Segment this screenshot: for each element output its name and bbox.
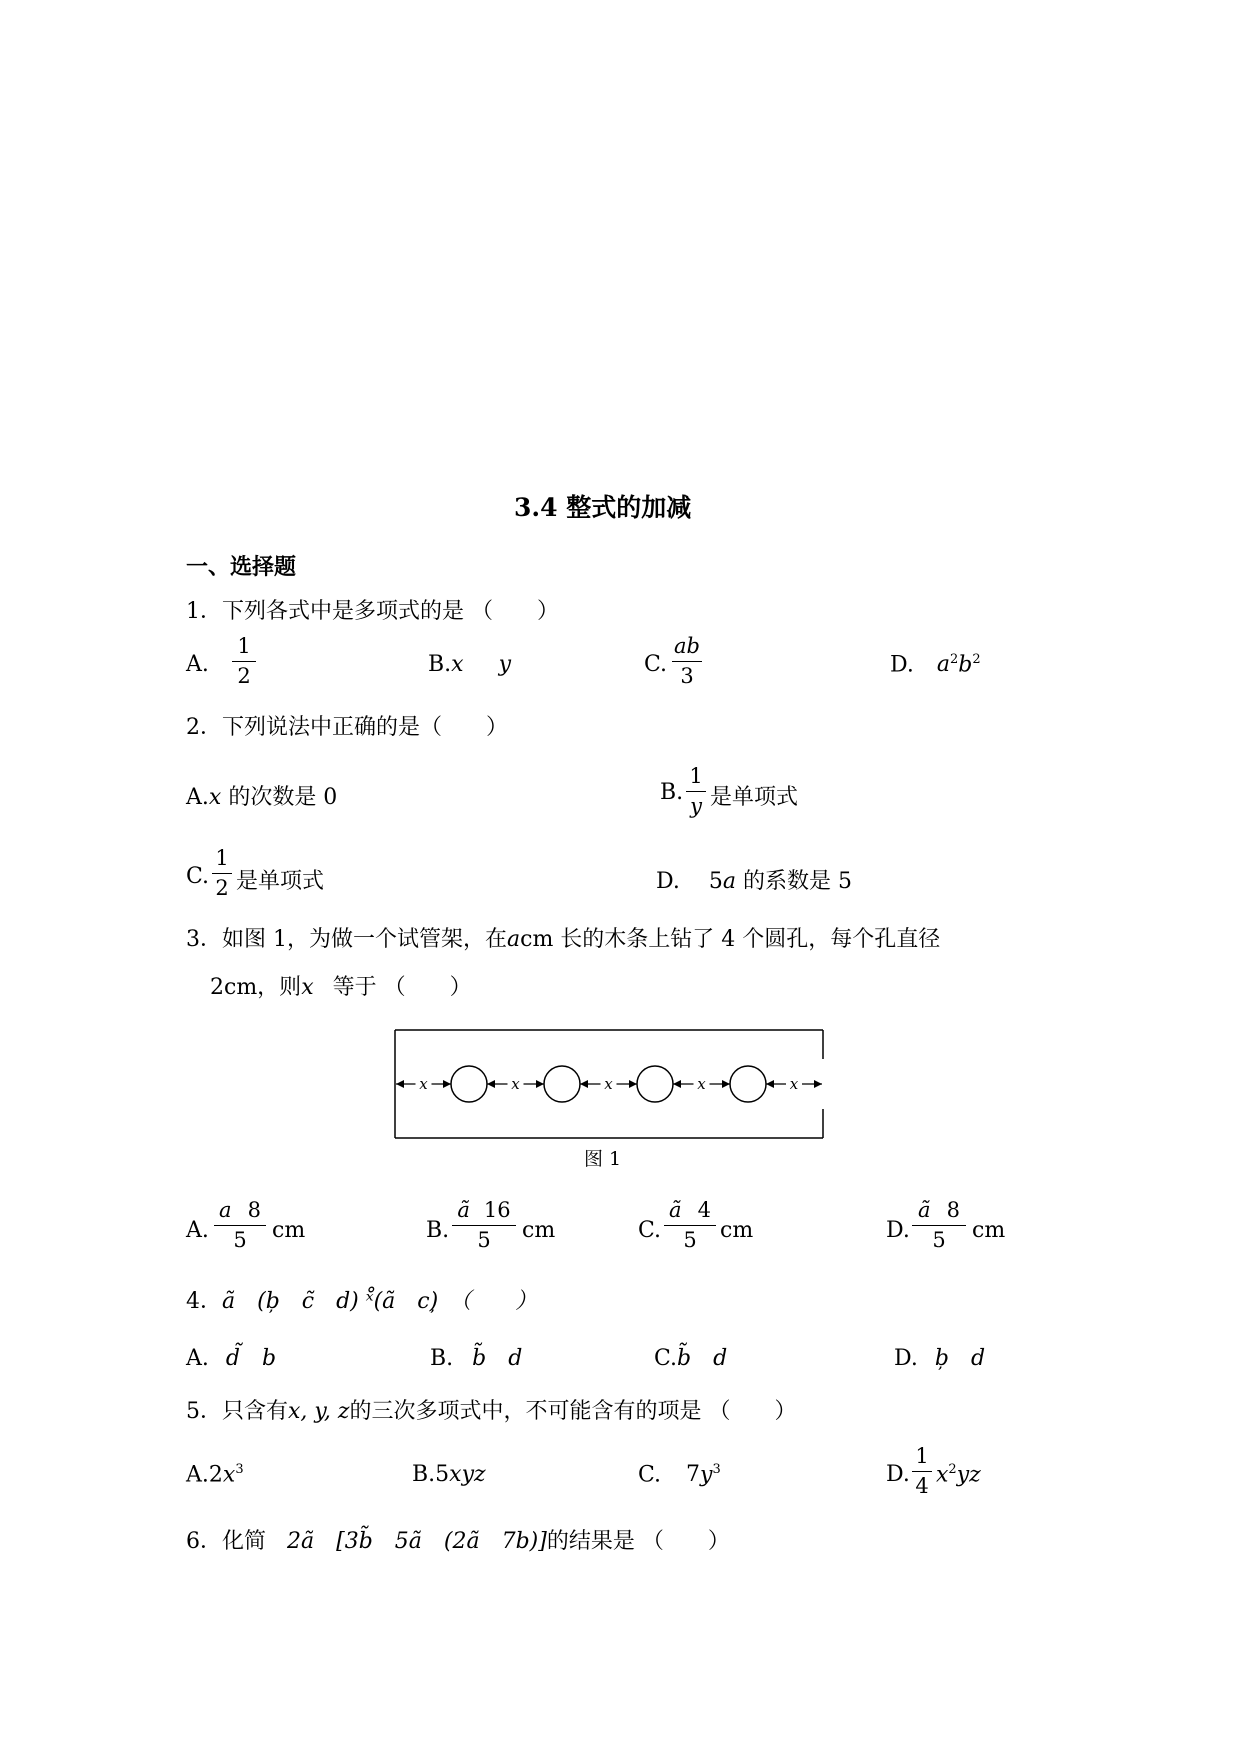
q3-c-numerator (664, 1200, 716, 1221)
gap-label-x-4: x (697, 1075, 706, 1093)
q5-c-coef: 7 (686, 1462, 701, 1488)
q3-b-num-var: ã (457, 1198, 470, 1222)
q2-b-denominator: y (690, 794, 702, 818)
figure-1-caption: 图 1 (584, 1148, 622, 1170)
fraction-bar (686, 791, 706, 792)
q2-c-denominator: 2 (215, 876, 229, 900)
q5-a-label: A. (186, 1462, 209, 1488)
q3-a-num-var: a (219, 1198, 232, 1222)
q1-b-x: x (451, 652, 464, 677)
q6-stem-part1: 6．化简 (186, 1529, 266, 1554)
q5-c-var: y (700, 1462, 713, 1488)
q5-d-term (936, 1462, 981, 1487)
q3-option-a-label: A. (186, 1218, 209, 1243)
q4-b-expr: b̃ d (472, 1346, 523, 1371)
gap-arrowhead-left-4 (673, 1080, 681, 1088)
q1-d-b: b (958, 652, 973, 678)
q4-a-label: A. (186, 1346, 209, 1371)
q3-d-num-var: ã (918, 1198, 931, 1222)
question-3-stem-line1 (186, 922, 940, 953)
q3-b-denominator: 5 (477, 1228, 491, 1252)
q6-stem-part2: 的结果是 （ ） (546, 1529, 730, 1554)
test-tube-hole-3 (637, 1066, 673, 1102)
gap-arrowhead-right-3 (629, 1080, 637, 1088)
q4-d-label: D. (894, 1346, 918, 1371)
q2-option-a (186, 780, 337, 811)
q2-option-d (656, 864, 852, 895)
q5-d-var2: yz (956, 1462, 981, 1488)
test-tube-hole-2 (544, 1066, 580, 1102)
q1-b-y: y (498, 652, 512, 677)
q5-option-a (186, 1462, 244, 1487)
q5-b-label: B. (412, 1462, 436, 1487)
question-4-stem (186, 1284, 537, 1315)
q5-c-label: C. (638, 1462, 662, 1488)
q3-c-num-var: ã (669, 1198, 682, 1222)
q3-a-num-const: 8 (247, 1198, 261, 1222)
gap-label-x-5: x (789, 1075, 799, 1093)
q2-a-label: A. (186, 785, 209, 810)
figure-marks (396, 1066, 822, 1102)
gap-arrowhead-right-4 (722, 1080, 730, 1088)
gap-arrowhead-left-1 (396, 1080, 404, 1088)
q3-c-denominator: 5 (683, 1228, 697, 1252)
q5-d-exp: 2 (948, 1462, 957, 1477)
q4-option-a (186, 1341, 276, 1372)
fraction-bar (212, 873, 232, 874)
q1-d-a: a (936, 652, 950, 678)
q1-d-exp1: 2 (949, 652, 959, 667)
q1-a-numerator: 1 (237, 634, 251, 658)
q5-option-b (412, 1462, 486, 1487)
gap-arrowhead-right-2 (536, 1080, 544, 1088)
q3-stem-part1: 3．如图 1，为做一个试管架，在 (186, 927, 507, 952)
q4-c-label: C. (654, 1346, 678, 1371)
fraction-bar (912, 1471, 932, 1472)
q3-a-numerator (214, 1200, 266, 1221)
q1-d-exp2: 2 (972, 652, 981, 667)
page-title: 3.4 整式的加减 (514, 493, 692, 522)
q5-stem-part1: 5．只含有 (186, 1399, 288, 1424)
q1-option-c-label: C. (644, 652, 668, 677)
q2-d-coef: 5 (708, 869, 723, 894)
gap-arrowhead-right-5 (814, 1080, 822, 1088)
q4-option-d (894, 1341, 985, 1372)
q1-c-numerator: ab (674, 634, 700, 658)
q3-b-unit: cm (522, 1218, 556, 1243)
fraction-bar (232, 661, 256, 662)
question-6-stem (186, 1524, 730, 1555)
q2-b-numerator: 1 (689, 764, 703, 788)
q5-b-coef: 5 (435, 1462, 450, 1487)
q4-option-b (430, 1341, 522, 1372)
q3-option-d-fraction (912, 1200, 966, 1251)
q2-d-var: a (722, 869, 736, 894)
fraction-bar (664, 1225, 716, 1226)
q3-stem-var-x: x (301, 975, 314, 1000)
gap-label-x-1: x (419, 1075, 428, 1093)
question-2-stem: 2．下列说法中正确的是（ ） (186, 715, 508, 740)
q2-option-b-fraction (686, 766, 706, 817)
q1-c-denominator: 3 (680, 664, 694, 688)
q1-option-a-label: A. (186, 652, 209, 677)
fraction-bar (452, 1225, 516, 1226)
fraction-bar (912, 1225, 966, 1226)
q3-a-denominator: 5 (233, 1228, 247, 1252)
q2-b-text: 是单项式 (710, 785, 799, 810)
q3-option-c-label: C. (638, 1218, 662, 1243)
q4-option-c (654, 1341, 727, 1372)
gap-arrowhead-left-3 (580, 1080, 588, 1088)
q1-b-label: B. (428, 652, 452, 677)
test-tube-hole-1 (451, 1066, 487, 1102)
q3-option-b-label: B. (426, 1218, 450, 1243)
q2-option-c-label: C. (186, 864, 210, 889)
q5-stem-vars: x, y, z (288, 1399, 350, 1424)
q3-stem-part3: 2cm，则 (210, 975, 302, 1000)
figure-1-test-tube-rack (394, 1029, 824, 1139)
q6-stem-expression: 2ã [3b̃ 5ã (2ã 7b)] (287, 1529, 547, 1554)
test-tube-hole-4 (730, 1066, 766, 1102)
q2-option-c-fraction (212, 848, 232, 899)
q3-stem-part2: cm 长的木条上钻了 4 个圆孔，每个孔直径 (520, 927, 941, 952)
q4-a-expr: d̃ b (225, 1346, 277, 1371)
q3-d-denominator: 5 (932, 1228, 946, 1252)
q3-a-unit: cm (272, 1218, 306, 1243)
q3-b-numerator (452, 1200, 516, 1221)
q3-b-num-const: 16 (483, 1198, 511, 1222)
q4-c-expr: b̃ d (677, 1346, 728, 1371)
q3-d-numerator (912, 1200, 966, 1221)
gap-label-x-2: x (511, 1075, 520, 1093)
q5-stem-part2: 的三次多项式中，不可能含有的项是 （ ） (349, 1399, 797, 1424)
q3-d-unit: cm (972, 1218, 1006, 1243)
gap-arrowhead-left-5 (766, 1080, 774, 1088)
q4-stem-prefix: 4． (186, 1289, 222, 1314)
q1-option-b (428, 652, 511, 677)
fraction-bar (214, 1225, 266, 1226)
q2-c-numerator: 1 (215, 846, 229, 870)
q2-a-var: x (208, 785, 222, 810)
q5-a-coef: 2 (208, 1462, 223, 1488)
q4-d-expr: b̦ d (934, 1346, 986, 1371)
q4-b-label: B. (430, 1346, 454, 1371)
q5-option-d-fraction (912, 1446, 932, 1497)
question-5-stem (186, 1394, 796, 1425)
gap-arrowhead-left-2 (487, 1080, 495, 1088)
q3-d-num-const: 8 (946, 1198, 960, 1222)
q5-a-exp: 3 (235, 1462, 244, 1477)
q5-a-var: x (222, 1462, 236, 1488)
q1-option-a-fraction (232, 636, 256, 687)
q5-d-denominator: 4 (915, 1474, 929, 1498)
q5-c-exp: 3 (712, 1462, 721, 1477)
q3-stem-var-a: a (507, 927, 521, 952)
gap-arrowhead-right-1 (443, 1080, 451, 1088)
question-3-stem-line2 (210, 970, 472, 1001)
gap-label-x-3: x (604, 1075, 613, 1093)
q1-option-d (890, 652, 981, 677)
q3-option-d-label: D. (886, 1218, 910, 1243)
q5-b-var: xyz (449, 1462, 486, 1487)
q2-c-text: 是单项式 (236, 869, 325, 894)
q3-option-b-fraction (452, 1200, 516, 1251)
q1-d-label: D. (890, 652, 914, 678)
q2-d-text: 的系数是 5 (742, 869, 852, 894)
question-1-stem: 1．下列各式中是多项式的是 （ ） (186, 599, 559, 624)
fraction-bar (672, 661, 702, 662)
q3-option-a-fraction (214, 1200, 266, 1251)
q2-a-text: 的次数是 0 (228, 785, 338, 810)
q5-option-d-label: D. (886, 1462, 910, 1487)
q1-option-c-fraction (672, 636, 702, 687)
q5-option-c (638, 1462, 721, 1487)
q3-c-num-const: 4 (697, 1198, 711, 1222)
q1-a-denominator: 2 (237, 664, 251, 688)
q3-c-unit: cm (720, 1218, 754, 1243)
q5-d-numerator: 1 (915, 1444, 929, 1468)
q4-stem-expression: ã (b̦ c̃ d) ˣ̊(ã c)̦ （ ） (222, 1289, 538, 1314)
q2-d-label: D. (656, 869, 680, 894)
section-heading: 一、选择题 (186, 554, 297, 580)
q3-stem-part4: 等于 （ ） (332, 975, 472, 1000)
q5-d-var: x (936, 1462, 949, 1488)
q2-option-b-label: B. (660, 780, 684, 805)
q3-option-c-fraction (664, 1200, 716, 1251)
